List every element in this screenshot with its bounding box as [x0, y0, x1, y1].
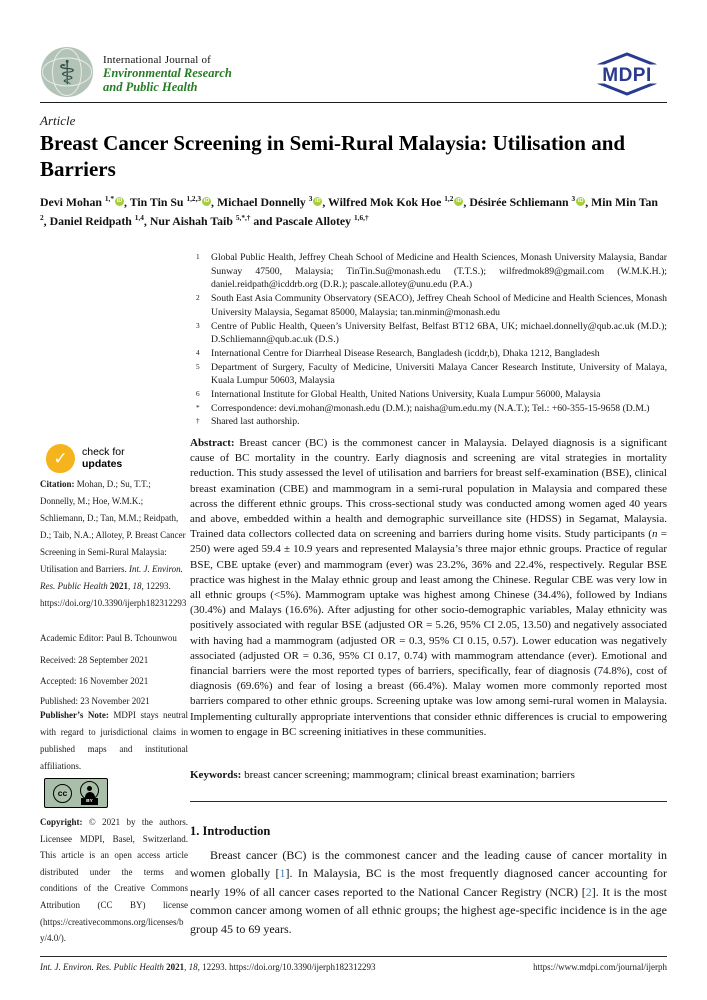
reference-link[interactable]: 1	[279, 866, 286, 881]
affiliation-text: International Centre for Diarrheal Disease Research, Bangladesh (icddr,b), Dhaka 1212, Bangladesh	[211, 347, 600, 359]
journal-name-line1: International Journal of	[103, 53, 212, 66]
affiliation-item	[196, 320, 667, 347]
check-for-updates-badge[interactable]	[46, 444, 125, 473]
affiliation-text: South East Asia Community Observatory (SEACO), Jeffrey Cheah School of Medicine and Health Sciences, Monash University Malaysia, Segamat 85000, Malaysia; tan.minmin@monash.edu	[211, 293, 667, 318]
affiliation-item	[196, 251, 667, 292]
mdpi-logo-text: MDPI	[602, 65, 652, 86]
affiliation-item	[196, 292, 667, 319]
article-dates	[40, 650, 190, 712]
caduceus-icon: ⚕	[58, 52, 76, 92]
affiliation-marker: 4	[196, 347, 200, 357]
intro-heading: 1. Introduction	[190, 824, 271, 838]
affiliation-text: Global Public Health, Jeffrey Cheah School of Medicine and Health Sciences, Monash University Malaysia, Bandar Sunway 47500, Malaysia; TinTin.Su@monash.edu (T.T.S.); wilfredmok89@gmail.com (W.M.K.H.); daniel.reidpath@icddrb.org (D.R.); pascale.allotey@unu.edu (P.A.)	[211, 252, 667, 291]
reference-link[interactable]: 2	[585, 884, 592, 899]
accepted-date: Accepted: 16 November 2021	[40, 675, 149, 686]
affiliation-item	[196, 402, 667, 416]
published-date: Published: 23 November 2021	[40, 696, 150, 706]
affiliations-list	[196, 251, 667, 429]
affiliation-text: Shared last authorship.	[211, 416, 300, 428]
journal-name-line2: Environmental Research	[103, 65, 232, 80]
abstract: Abstract: Breast cancer (BC) is the commonest cancer in Malaysia. Delayed diagnosis is a significant cause of BC mortality in the country. Early diagnosis and screening are vital strategies in mortality reduction. This study assessed the level of utilisation and barriers for breast self-examination (BSE), clinical breast examination (CBE) and mammogram in a semi-rural population in Malaysia and compared these across the different ethnic groups. This cross-sectional study was conducted among women aged 40 years and above, embedded within a health and demographic surveillance site (HDSS) in Segamat, Malaysia. Trained data collectors collected data on screening and barriers during home visits. Study participants (n = 250) were aged 59.4 ± 10.9 years and represented Malaysia’s three major ethnic groups. Practice of regular BSE, CBE uptake (ever) and mammogram (ever) was 23.2%, 36% and 22.4%, respectively. Regular BSE practice was highest in the Malay ethnic group and least among the Chinese. Regular CBE was very low in all ethnic groups (<5%). Mammogram uptake was highest among Chinese (34.4%), followed by Indians (30.4%) and Malays (16.6%). After adjusting for other socio-demographic variables, Malay ethnicity was positively associated with regular BSE (adjusted OR = 5.26, 95% CI 2.05, 13.50) and negatively associated with having had a mammogram (adjusted OR = 0.3, 95% CI 0.15, 0.57). Lower education was negatively associated (adjusted OR = 0.36, 95% CI 0.17, 0.74) with mammogram attendance (ever). Emotional and financial barriers were the most reported types of barriers, specifically, fear of diagnosis (74.8%), cost of diagnosis (69.6%) and fear of losing a breast (66.4%). Malay women more commonly reported most barriers compared to other ethnic groups. Screening uptake was low among semi-rural women in Malaysia. Implementing culturally appropriate interventions that consider ethnic differences is crucial to empowering women to engage in BC screening initiatives in these communities.	[190, 437, 667, 738]
mdpi-logo[interactable]	[587, 52, 667, 101]
orcid-icon[interactable]: iD	[203, 198, 210, 204]
journal-name-line3: and Public Health	[103, 79, 198, 94]
orcid-icon[interactable]: iD	[456, 198, 462, 204]
footer-journal-link[interactable]: https://www.mdpi.com/journal/ijerph	[533, 962, 667, 972]
affiliation-marker: 1	[196, 252, 200, 261]
affiliation-marker: 6	[196, 389, 200, 399]
footer-citation: Int. J. Environ. Res. Public Health 2021, 18, 12293. https://doi.org/10.3390/ijerph182312293	[40, 962, 376, 972]
affiliation-marker: 2	[196, 293, 200, 303]
check-for-updates-label: check for updates	[82, 446, 125, 470]
affiliation-text: Correspondence: devi.mohan@monash.edu (D.M.); naisha@um.edu.my (N.A.T.); Tel.: +60-355-15-9658 (D.M.)	[211, 402, 650, 414]
check-icon: ✓	[46, 444, 75, 473]
header-divider	[40, 102, 667, 103]
intro-paragraph: Breast cancer (BC) is the commonest cancer and the leading cause of cancer mortality in women globally [1]. In Malaysia, BC is the most frequently diagnosed cancer accounting for nearly 19% of all cancer cases reported to the National Cancer Registry (NCR) [2]. It is the most common cancer among women of all ethnic groups; the highest age-specific incidence is in the age group 45 to 69 years.	[190, 848, 667, 936]
affiliation-text: Department of Surgery, Faculty of Medicine, Universiti Malaya Cancer Research Institute, University of Malaya, Kuala Lumpur 50603, Malaysia	[211, 361, 667, 387]
orcid-icon[interactable]: iD	[577, 198, 584, 204]
article-type-label: Article	[40, 113, 76, 128]
cc-attribution-icon	[80, 781, 99, 805]
authors-line: Devi Mohan $^{1,*}$ iD , Tin Tin Su $^{1,2,3}$ iD , Michael Donnelly $^3$ iD , Wilfred Mok Kok Hoe $^{1,2}$ iD , Désirée Schliemann $^3$ iD , Min Min Tan $^2$, Daniel Reidpath $^{1,4}$, Nur Aishah Taib $^{5,*,\dagger}$ and Pascale Allotey $^{1,6,\dagger}$	[40, 194, 658, 228]
academic-editor: Academic Editor: Paul B. Tchounwou	[40, 633, 177, 643]
affiliation-marker: 3	[196, 320, 200, 330]
mdpi-hexagon-icon	[587, 52, 667, 96]
publisher-note: Publisher’s Note: MDPI stays neutral with regard to jurisdictional claims in published maps and institutional affiliations.	[40, 710, 188, 771]
affiliation-marker: 5	[196, 361, 200, 371]
received-date: Received: 28 September 2021	[40, 655, 149, 665]
affiliation-text: International Institute for Global Health, United Nations University, Kuala Lumpur 56000, Malaysia	[211, 389, 601, 401]
affiliation-item	[196, 388, 667, 402]
affiliation-item	[196, 347, 667, 361]
journal-logo-icon	[40, 46, 94, 98]
citation-block: Citation: Mohan, D.; Su, T.T.; Donnelly, M.; Hoe, W.M.K.; Schliemann, D.; Tan, M.M.; Reidpath, D.; Taib, N.A.; Allotey, P. Breast Cancer Screening in Semi-Rural Malaysia: Utilisation and Barriers. Int. J. Environ. Res. Public Health 2021, 18, 12293. https://doi.org/10.3390/ijerph182312293	[40, 479, 187, 608]
affiliation-item	[196, 361, 667, 388]
by-label: BY	[81, 798, 98, 805]
affiliation-text: Centre of Public Health, Queen’s University Belfast, Belfast BT12 6BA, UK; michael.donnelly@qub.ac.uk (M.D.); D.Schliemann@qub.ac.uk (D.S.)	[211, 320, 667, 346]
keywords: Keywords: breast cancer screening; mammogram; clinical breast examination; barriers	[190, 769, 575, 781]
affiliation-marker: *	[196, 402, 200, 412]
journal-name	[103, 51, 232, 94]
orcid-icon[interactable]: iD	[116, 198, 123, 204]
page-footer	[40, 962, 667, 972]
affiliation-marker: †	[196, 416, 200, 426]
affiliation-item	[196, 415, 667, 429]
footer-divider	[40, 956, 667, 957]
cc-icon: cc	[53, 784, 72, 803]
cc-by-badge[interactable]	[44, 778, 108, 808]
orcid-icon[interactable]: iD	[315, 198, 321, 204]
page-header	[40, 46, 667, 100]
article-title: Breast Cancer Screening in Semi-Rural Malaysia: Utilisation and Barriers	[40, 131, 626, 181]
journal-logo	[40, 46, 232, 98]
section-divider	[190, 801, 667, 802]
copyright-block: Copyright: © 2021 by the authors. Licensee MDPI, Basel, Switzerland. This article is an open access article distributed under the terms and conditions of the Creative Commons Attribution (CC BY) license (https://creativecommons.org/licenses/by/4.0/).	[40, 817, 189, 944]
